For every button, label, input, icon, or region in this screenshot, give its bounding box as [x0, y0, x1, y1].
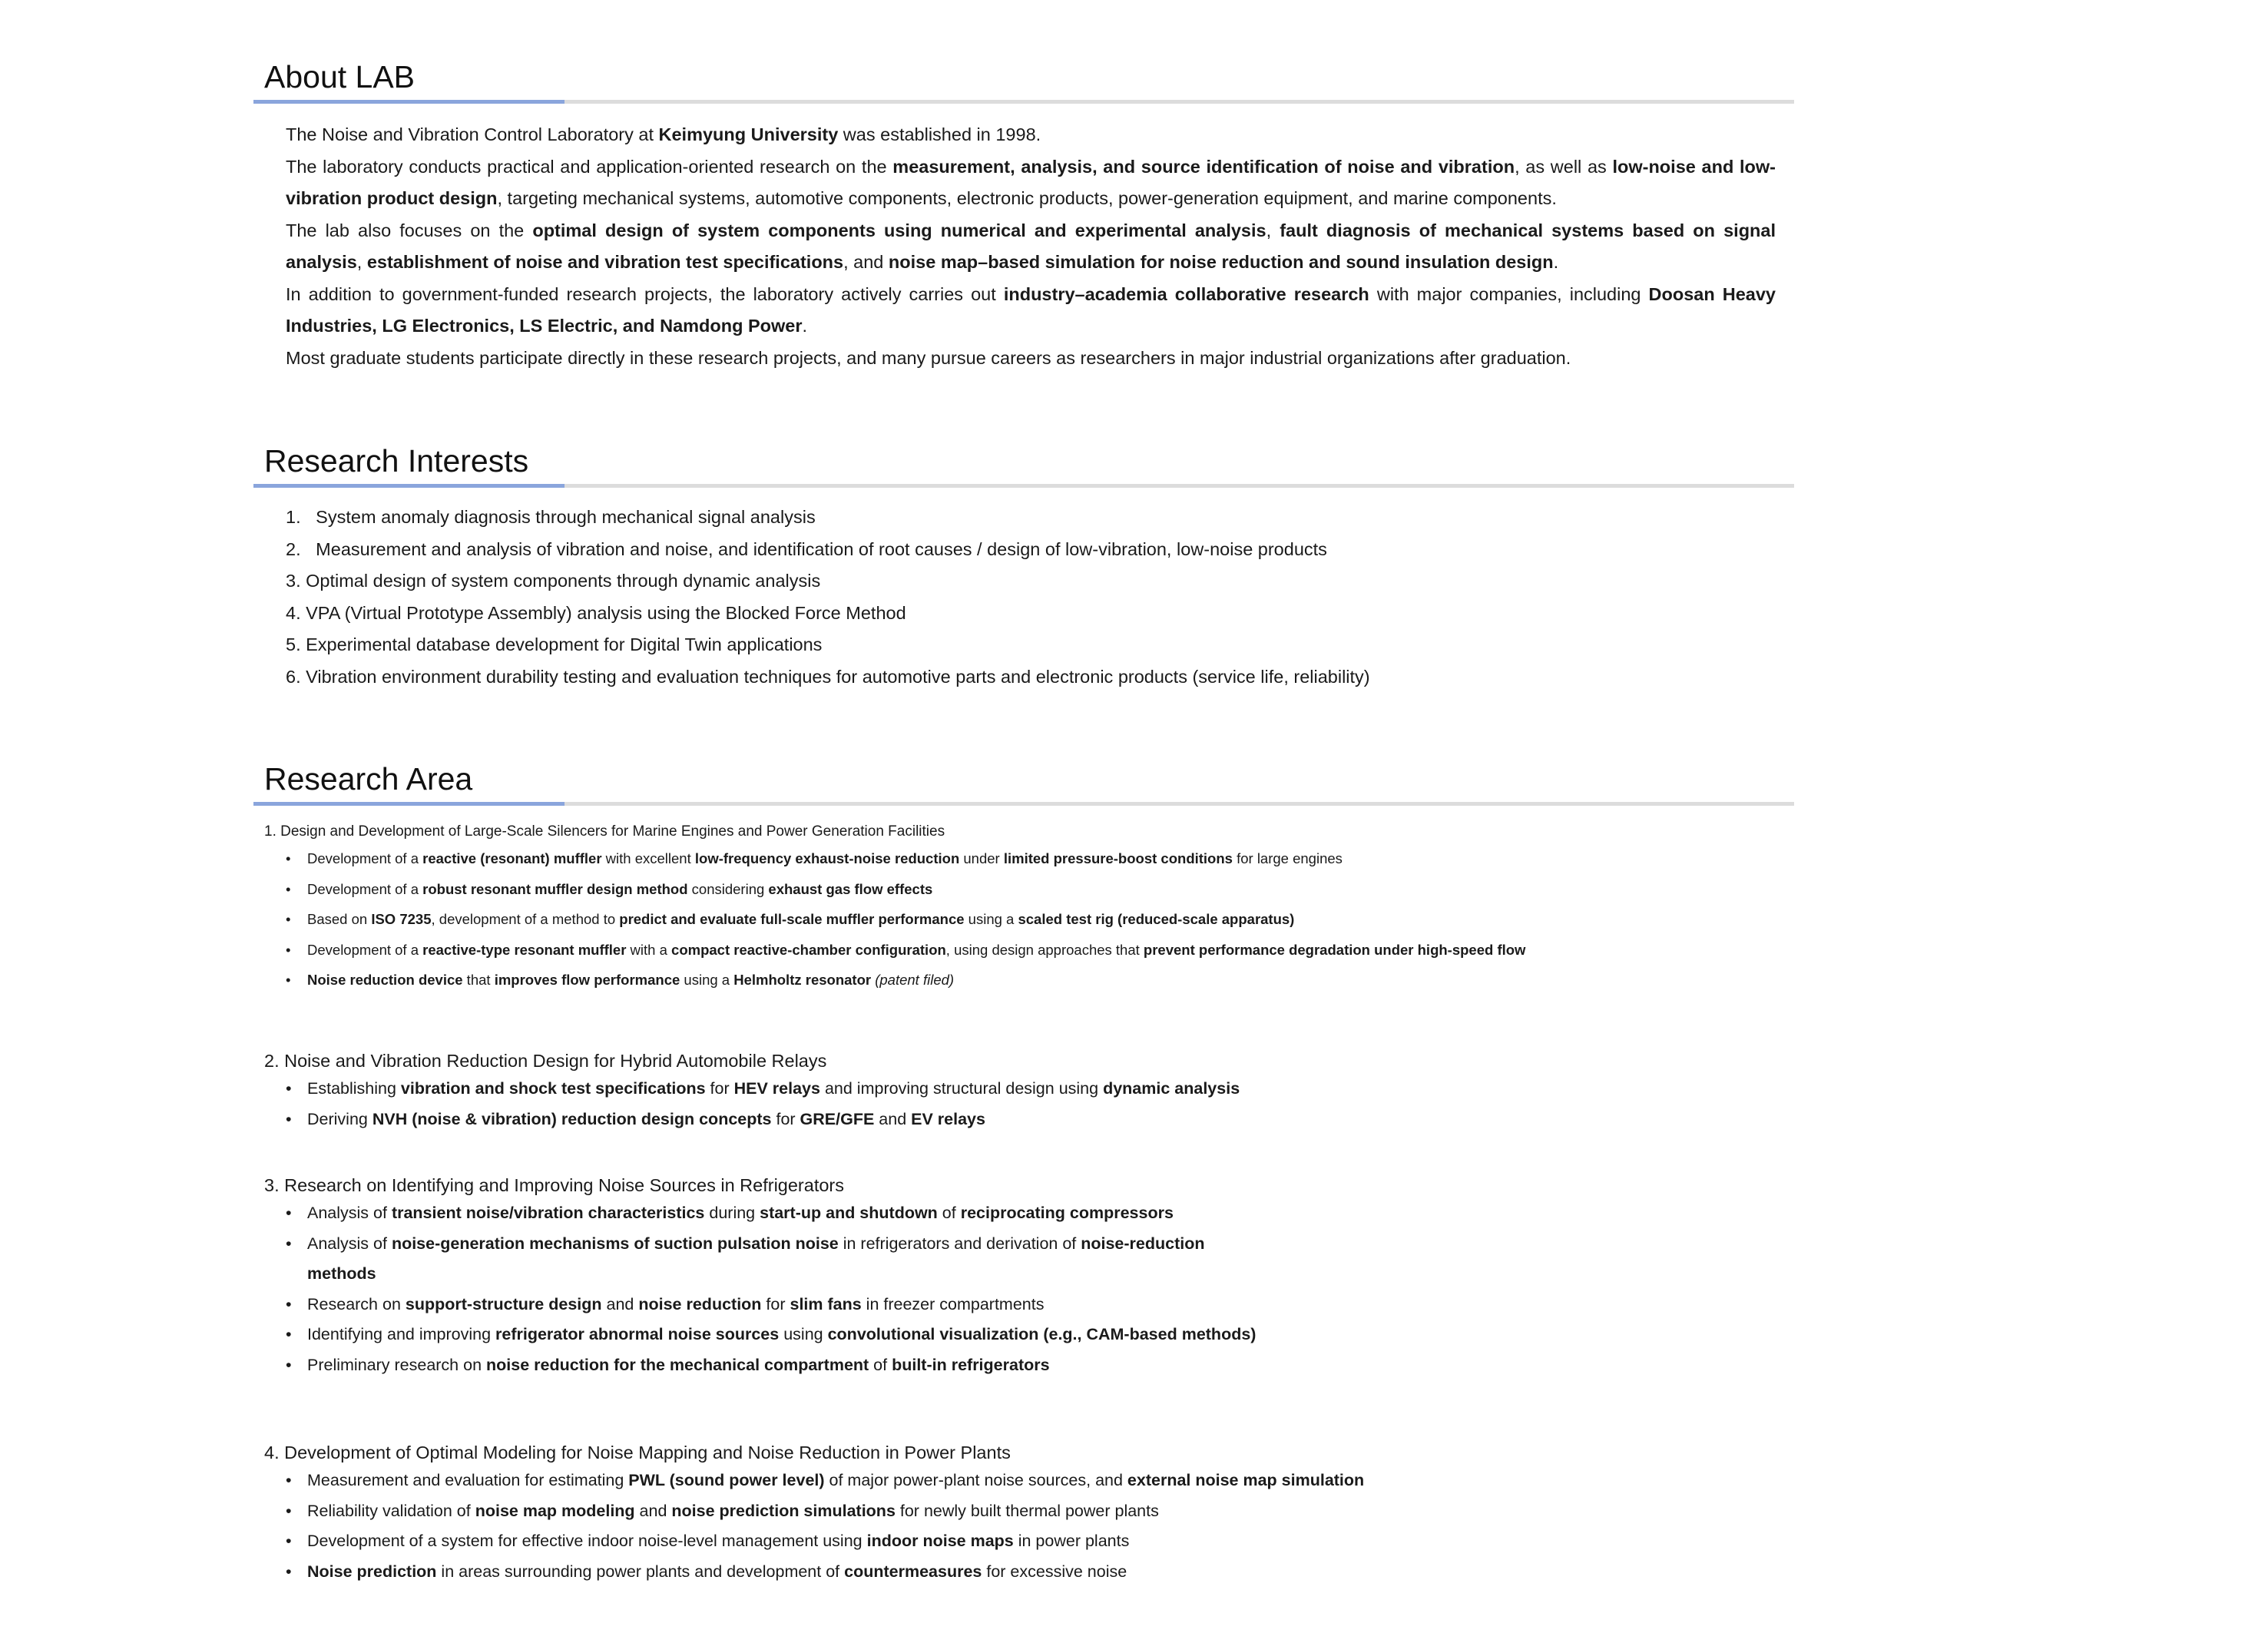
area-title-accent: [253, 802, 565, 806]
bullet-dot: •: [286, 1471, 292, 1489]
text-run: and: [601, 1294, 639, 1313]
bold-text: reactive (resonant) muffler: [422, 850, 602, 866]
list-item: [286, 874, 1794, 905]
text-run: Identifying and improving: [307, 1325, 496, 1343]
text-run: and: [634, 1501, 672, 1520]
bold-text: compact reactive-chamber configuration: [671, 941, 946, 958]
bullet-dot: •: [286, 1532, 292, 1550]
bold-text: PWL (sound power level): [628, 1471, 825, 1489]
text-run: Establishing: [307, 1079, 401, 1098]
text-run: considering: [687, 880, 769, 897]
bullet-dot: •: [286, 911, 291, 927]
area-group-bullets: [286, 1466, 1794, 1587]
list-item: [286, 843, 1794, 874]
text-run: ,: [1266, 220, 1280, 240]
bullet-dot: •: [286, 880, 291, 897]
bold-text: scaled test rig (reduced-scale apparatus): [1018, 911, 1295, 927]
area-group-heading: 2. Noise and Vibration Reduction Design for Hybrid Automobile Relays: [264, 1051, 827, 1071]
list-item: [286, 935, 1794, 966]
bullet-text: [307, 1502, 1159, 1520]
bold-text: ISO 7235: [371, 911, 432, 927]
bold-text: noise reduction: [638, 1294, 762, 1313]
about-body: [286, 119, 1776, 374]
bullet-text: [307, 1079, 1240, 1098]
list-item: [286, 1290, 1794, 1320]
bold-text: limited pressure-boost conditions: [1003, 850, 1233, 866]
about-paragraph: [286, 215, 1776, 279]
text-run: The Noise and Vibration Control Laboratory at: [286, 124, 659, 144]
text-run: Development of a: [307, 941, 423, 958]
text-run: Deriving: [307, 1109, 372, 1128]
bold-text: support-structure design: [405, 1294, 602, 1313]
bold-text: optimal design of system components using numerical and experimental analysis: [532, 220, 1266, 240]
bullet-dot: •: [286, 1325, 292, 1343]
bold-text: measurement, analysis, and source identification of noise and vibration: [892, 156, 1515, 177]
list-item: [286, 904, 1794, 935]
area-group-heading: 1. Design and Development of Large-Scale Silencers for Marine Engines and Power Generation Facilities: [264, 823, 945, 840]
text-run: in refrigerators and derivation of: [838, 1234, 1081, 1253]
area-group-4: [253, 1439, 1794, 1587]
text-run: Preliminary research on: [307, 1355, 487, 1374]
area-group-1: [253, 820, 1794, 995]
text-run: using a: [964, 911, 1018, 927]
bold-text: noise map–based simulation for noise reduction and sound insulation design: [888, 252, 1554, 272]
list-item: 3. Optimal design of system components through dynamic analysis: [286, 571, 821, 591]
bullet-text: [307, 1356, 1050, 1374]
bold-text: HEV relays: [733, 1079, 820, 1098]
bold-text: Doosan Heavy Industries, LG Electronics, LS Electric, and Namdong Power: [286, 283, 1776, 336]
text-run: for large engines: [1232, 850, 1343, 866]
bold-text: vibration and shock test specifications: [400, 1079, 706, 1098]
text-run: under: [959, 850, 1004, 866]
list-item: [286, 1229, 1260, 1290]
bold-text: noise map modeling: [475, 1501, 635, 1520]
area-group-bullets: [286, 843, 1794, 995]
text-run: Development of a: [307, 850, 423, 866]
bold-text: EV relays: [911, 1109, 985, 1128]
bold-text: dynamic analysis: [1103, 1079, 1240, 1098]
bold-text: noise-reduction methods: [307, 1234, 1205, 1283]
interests-title-rule: [253, 484, 1794, 488]
bold-text: start-up and shutdown: [760, 1204, 938, 1222]
bold-text: establishment of noise and vibration test specifications: [366, 252, 844, 272]
list-item: [286, 1105, 1794, 1135]
list-item: 6. Vibration environment durability testing and evaluation techniques for automotive parts and electronic products (service life, reliability): [286, 666, 1370, 687]
bullet-text: [307, 1204, 1174, 1222]
text-run: for: [771, 1109, 800, 1128]
bullet-text: [307, 1562, 1127, 1581]
interests-title: Research Interests: [264, 443, 529, 479]
interests-list: [286, 502, 1794, 693]
bold-text: reciprocating compressors: [960, 1204, 1174, 1222]
about-title-accent: [253, 100, 565, 104]
text-run: Reliability validation of: [307, 1501, 475, 1520]
text-run: in areas surrounding power plants and development of: [436, 1562, 845, 1581]
list-item: [286, 965, 1794, 995]
bullet-dot: •: [286, 1355, 292, 1374]
area-group-3: [253, 1172, 1794, 1380]
text-run: Based on: [307, 911, 372, 927]
text-run: Development of a: [307, 880, 423, 897]
text-run: Measurement and evaluation for estimating: [307, 1471, 629, 1489]
text-run: Development of a system for effective indoor noise-level management using: [307, 1532, 867, 1550]
bullet-dot: •: [286, 1294, 292, 1313]
bullet-text: [307, 1295, 1044, 1313]
bullet-dot: •: [286, 1501, 292, 1520]
area-section: [253, 759, 1794, 806]
text-run: for: [705, 1079, 734, 1098]
text-run: The laboratory conducts practical and application-oriented research on the: [286, 156, 893, 177]
bullet-dot: •: [286, 850, 291, 866]
bold-text: NVH (noise & vibration) reduction design concepts: [372, 1109, 772, 1128]
bold-text: Helmholtz resonator: [733, 972, 872, 988]
bold-text: predict and evaluate full-scale muffler performance: [619, 911, 965, 927]
bullet-text: [307, 1471, 1364, 1489]
bold-text: noise prediction simulations: [671, 1501, 896, 1520]
text-run: during: [704, 1204, 760, 1222]
text-run: with major companies, including: [1369, 283, 1649, 304]
list-item: 5. Experimental database development for Digital Twin applications: [286, 634, 823, 654]
text-run: in freezer compartments: [861, 1294, 1045, 1313]
text-run: Research on: [307, 1294, 406, 1313]
text-run: for excessive noise: [982, 1562, 1127, 1581]
bold-text: reactive-type resonant muffler: [422, 941, 627, 958]
bold-text: prevent performance degradation under high-speed flow: [1143, 941, 1526, 958]
bold-text: slim fans: [790, 1294, 862, 1313]
text-run: , and: [843, 252, 889, 272]
about-paragraph: [286, 119, 1776, 151]
bullet-dot: •: [286, 972, 291, 988]
bullet-dot: •: [286, 1109, 292, 1128]
text-run: , development of a method to: [431, 911, 620, 927]
bold-text: noise reduction for the mechanical compartment: [486, 1355, 869, 1374]
bold-text: exhaust gas flow effects: [768, 880, 933, 897]
bullet-dot: •: [286, 1079, 292, 1098]
bold-text: refrigerator abnormal noise sources: [495, 1325, 780, 1343]
bold-text: low-noise and low-vibration product design: [286, 156, 1776, 208]
text-run: ,: [356, 252, 367, 272]
interests-title-accent: [253, 484, 565, 488]
bold-text: low-frequency exhaust-noise reduction: [694, 850, 960, 866]
list-item: [286, 1466, 1794, 1496]
text-run: in power plants: [1013, 1532, 1130, 1550]
bold-text: fault diagnosis of mechanical systems based on signal analysis: [286, 220, 1776, 272]
text-run: of: [937, 1204, 961, 1222]
text-run: .: [1553, 252, 1559, 272]
list-item: 2. Measurement and analysis of vibration and noise, and identification of root causes / design of low-vibration, low-noise products: [286, 538, 1327, 559]
area-title: Research Area: [264, 761, 473, 797]
text-run: of: [869, 1355, 892, 1374]
text-run: for newly built thermal power plants: [895, 1501, 1159, 1520]
bold-text: improves flow performance: [494, 972, 680, 988]
text-run: , using design approaches that: [945, 941, 1144, 958]
about-title-rule: [253, 100, 1794, 104]
bullet-text: [307, 1234, 1205, 1284]
bold-text: transient noise/vibration characteristics: [391, 1204, 705, 1222]
text-run: using a: [680, 972, 734, 988]
text-run: Analysis of: [307, 1204, 392, 1222]
area-group-heading: 4. Development of Optimal Modeling for Noise Mapping and Noise Reduction in Power Plants: [264, 1443, 1011, 1462]
list-item: [286, 1350, 1794, 1381]
text-run: The lab also focuses on the: [286, 220, 533, 240]
text-run: In addition to government-funded research projects, the laboratory actively carries out: [286, 283, 1004, 304]
interests-section: [253, 441, 1794, 693]
text-run: Most graduate students participate directly in these research projects, and many pursue careers as researchers in major industrial organizations after graduation.: [286, 347, 1571, 368]
bold-text: built-in refrigerators: [892, 1355, 1050, 1374]
list-item: [286, 1557, 1794, 1588]
bold-text: Noise prediction: [307, 1562, 437, 1581]
bold-text: robust resonant muffler design method: [422, 880, 688, 897]
area-group-2: [253, 1048, 1794, 1135]
bullet-text: [307, 972, 954, 988]
bold-text: countermeasures: [844, 1562, 982, 1581]
list-item: [286, 1198, 1794, 1229]
text-run: that: [462, 972, 495, 988]
bold-text: indoor noise maps: [866, 1532, 1014, 1550]
bullet-text: [307, 881, 932, 897]
area-group-bullets: [286, 1198, 1794, 1380]
text-run: using: [779, 1325, 828, 1343]
bold-text: industry–academia collaborative research: [1003, 283, 1369, 304]
text-run: and: [874, 1109, 912, 1128]
bullet-dot: •: [286, 941, 291, 958]
text-run: , targeting mechanical systems, automotive components, electronic products, power-generation equipment, and marine components.: [497, 188, 1557, 208]
about-paragraph: [286, 343, 1776, 375]
bullet-text: [307, 911, 1294, 927]
list-item: [286, 1526, 1794, 1557]
bold-text: GRE/GFE: [800, 1109, 875, 1128]
bullet-text: [307, 942, 1525, 958]
italic-text: (patent filed): [871, 972, 955, 988]
about-paragraph: [286, 151, 1776, 215]
text-run: with excellent: [601, 850, 695, 866]
text-run: was established in 1998.: [838, 124, 1041, 144]
area-title-rule: [253, 802, 1794, 806]
text-run: and improving structural design using: [819, 1079, 1104, 1098]
text-run: Analysis of: [307, 1234, 392, 1253]
bullet-text: [307, 1110, 985, 1128]
bullet-text: [307, 1532, 1129, 1550]
about-section: [253, 57, 1794, 374]
list-item: 4. VPA (Virtual Prototype Assembly) analysis using the Blocked Force Method: [286, 602, 906, 623]
text-run: of major power-plant noise sources, and: [824, 1471, 1127, 1489]
bullet-dot: •: [286, 1562, 292, 1581]
list-item: [286, 1074, 1794, 1105]
area-group-bullets: [286, 1074, 1794, 1135]
text-run: with a: [626, 941, 672, 958]
list-item: 1. System anomaly diagnosis through mechanical signal analysis: [286, 507, 816, 527]
text-run: for: [761, 1294, 790, 1313]
about-paragraph: [286, 279, 1776, 343]
bold-text: Keimyung University: [658, 124, 839, 144]
bold-text: convolutional visualization (e.g., CAM-based methods): [827, 1325, 1257, 1343]
text-run: .: [802, 316, 808, 336]
bullet-dot: •: [286, 1234, 292, 1253]
list-item: [286, 1320, 1260, 1350]
area-group-heading: 3. Research on Identifying and Improving Noise Sources in Refrigerators: [264, 1175, 844, 1195]
bold-text: Noise reduction device: [307, 972, 463, 988]
bullet-text: [307, 1325, 1256, 1343]
text-run: , as well as: [1515, 156, 1613, 177]
about-title: About LAB: [264, 59, 416, 94]
bold-text: external noise map simulation: [1127, 1471, 1365, 1489]
bullet-text: [307, 850, 1343, 866]
bold-text: noise-generation mechanisms of suction pulsation noise: [391, 1234, 839, 1253]
bullet-dot: •: [286, 1204, 292, 1222]
list-item: [286, 1496, 1794, 1527]
